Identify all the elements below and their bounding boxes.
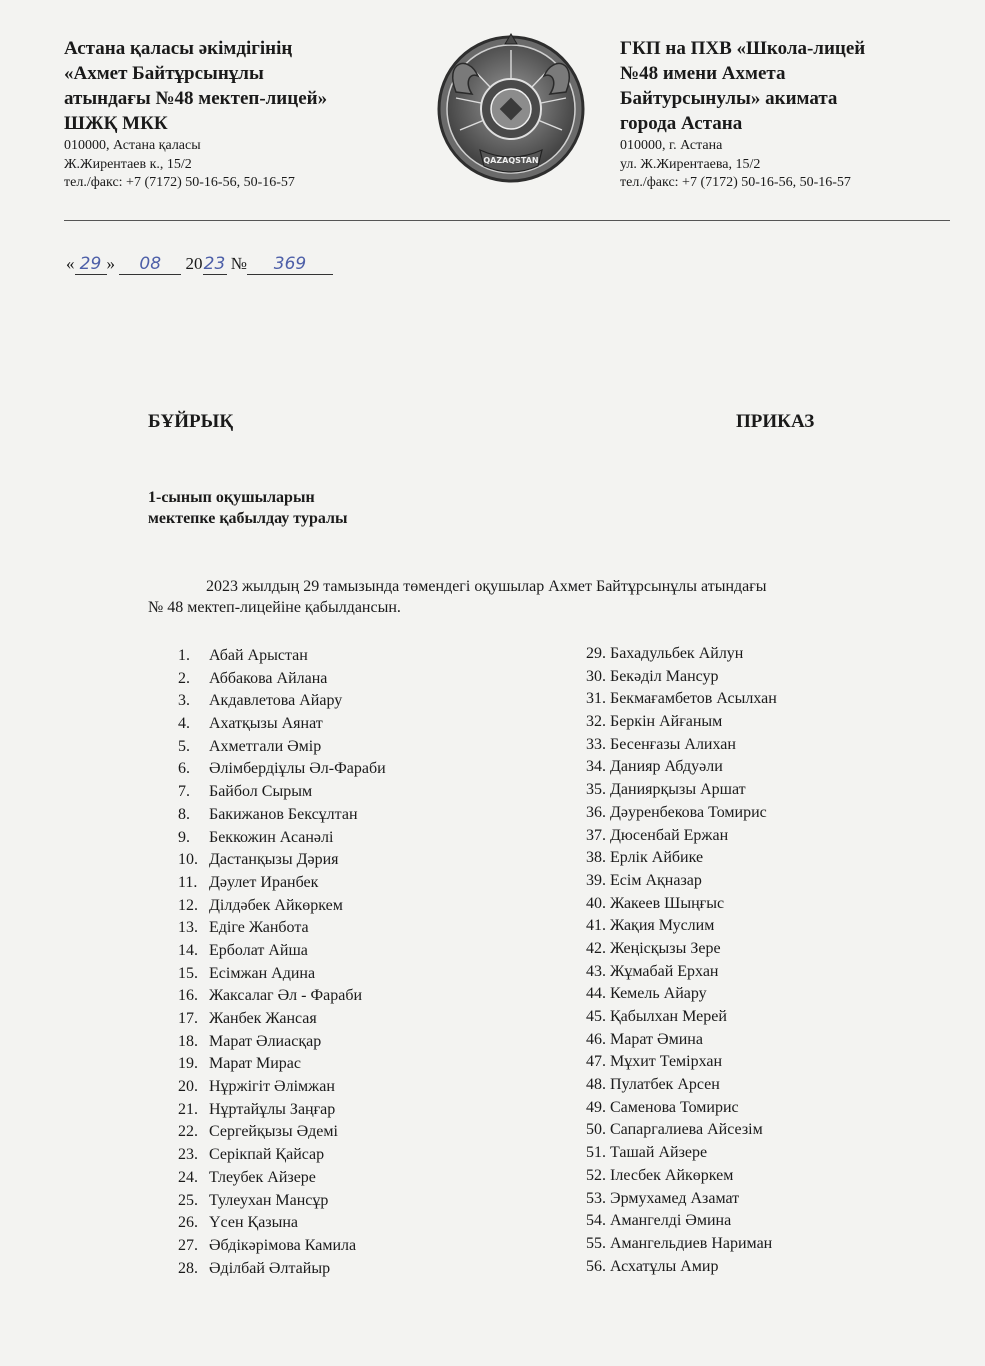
list-item-number: 23. — [178, 1146, 198, 1164]
org-name-kz-line-1: Астана қаласы әкімдігінің — [64, 38, 293, 59]
list-item-number: 4. — [178, 715, 190, 733]
list-item-number: 52. — [586, 1166, 606, 1184]
list-item — [586, 734, 777, 757]
list-item — [586, 779, 777, 802]
list-item-number: 13. — [178, 919, 198, 937]
student-name: Даниярқызы Аршат — [610, 781, 746, 799]
student-name: Беркін Айғаным — [610, 713, 723, 731]
student-list-column-2 — [586, 643, 777, 1278]
list-item — [586, 1233, 777, 1256]
org-name-kz-line-2: «Ахмет Байтұрсынұлы — [64, 63, 264, 84]
list-item — [178, 1121, 386, 1144]
list-item-number: 32. — [586, 713, 606, 731]
list-item — [178, 758, 386, 781]
list-item — [586, 983, 777, 1006]
list-item — [178, 1076, 386, 1099]
list-item-number: 22. — [178, 1123, 198, 1141]
student-name: Аббакова Айлана — [209, 669, 328, 687]
body-paragraph — [148, 576, 914, 618]
student-name: Тулеухан Мансұр — [209, 1191, 329, 1209]
list-item-number: 1. — [178, 647, 190, 664]
student-name: Сергейқызы Әдемі — [209, 1123, 338, 1141]
student-name: Ділдәбек Айкөркем — [209, 896, 343, 914]
student-name: Бекәділ Мансур — [610, 667, 719, 685]
list-item-number: 16. — [178, 987, 198, 1005]
student-name: Асхатұлы Амир — [610, 1257, 719, 1275]
student-name: Жаксалаг Әл - Фараби — [209, 987, 363, 1005]
address-kz-line-1: 010000, Астана қаласы — [64, 138, 201, 153]
list-item-number: 42. — [586, 939, 606, 957]
list-item — [586, 1006, 777, 1029]
list-item-number: 53. — [586, 1189, 606, 1207]
list-item-number: 3. — [178, 692, 190, 710]
date-year-prefix: 20 — [185, 254, 203, 273]
body-line-2: № 48 мектеп-лицейіне қабылдансын. — [148, 599, 401, 616]
list-item — [586, 666, 777, 689]
student-name: Эрмухамед Азамат — [610, 1189, 740, 1207]
list-item — [586, 756, 777, 779]
student-name: Әлімбердіұлы Әл-Фараби — [209, 760, 386, 778]
address-kz-line-3: тел./факс: +7 (7172) 50-16-56, 50-16-57 — [64, 175, 295, 190]
list-item — [586, 1051, 777, 1074]
list-item — [178, 804, 386, 827]
list-item — [178, 940, 386, 963]
body-line-1: 2023 жылдың 29 тамызында төмендегі оқушылар Ахмет Байтұрсынұлы атындағы — [206, 578, 767, 595]
student-name: Едіге Жанбота — [209, 919, 309, 937]
list-item — [178, 985, 386, 1008]
student-name: Жакеев Шыңғыс — [610, 894, 725, 912]
list-item — [586, 1097, 777, 1120]
student-name: Саменова Томирис — [610, 1098, 739, 1116]
list-item-number: 27. — [178, 1236, 198, 1254]
org-name-kz-line-4: ШЖҚ МКК — [64, 113, 168, 134]
document-number: 369 — [247, 254, 333, 275]
address-ru-line-2: ул. Ж.Жирентаева, 15/2 — [620, 156, 761, 172]
student-name: Ахметгали Әмір — [209, 737, 322, 755]
student-name: Бакижанов Бексұлтан — [209, 805, 358, 823]
address-ru-line-1: 010000, г. Астана — [620, 138, 723, 153]
student-name: Бахадульбек Айлун — [610, 645, 744, 662]
student-list-column-1 — [178, 645, 386, 1280]
list-item — [178, 1167, 386, 1190]
org-name-ru-line-2: №48 имени Ахмета — [620, 63, 786, 84]
list-item — [178, 827, 386, 850]
list-item-number: 34. — [586, 758, 606, 776]
list-item — [586, 870, 777, 893]
list-item-number: 12. — [178, 896, 198, 914]
list-item — [178, 690, 386, 713]
list-item — [178, 645, 386, 668]
kazakhstan-state-emblem-icon — [434, 32, 588, 186]
list-item — [178, 1235, 386, 1258]
student-name: Амангелді Әмина — [610, 1212, 732, 1230]
student-name: Әбдікәрімова Камила — [209, 1236, 357, 1254]
student-name: Мұхит Темірхан — [610, 1053, 723, 1071]
student-name: Жеңісқызы Зере — [610, 939, 721, 957]
list-item-number: 46. — [586, 1030, 606, 1048]
student-name: Ташай Айзере — [610, 1144, 708, 1162]
header-divider — [64, 220, 950, 221]
list-item-number: 29. — [586, 645, 606, 662]
document-date-number: « 29 » 08 2023 № 369 — [66, 254, 333, 275]
list-item-number: 40. — [586, 894, 606, 912]
list-item — [586, 1074, 777, 1097]
list-item — [178, 1008, 386, 1031]
student-name: Есім Ақназар — [610, 871, 702, 889]
list-item-number: 55. — [586, 1234, 606, 1252]
list-item-number: 51. — [586, 1144, 606, 1162]
list-item-number: 41. — [586, 917, 606, 935]
list-item — [586, 802, 777, 825]
date-day: 29 — [75, 254, 107, 275]
list-item-number: 37. — [586, 826, 606, 844]
list-item — [586, 1142, 777, 1165]
list-item — [586, 1210, 777, 1233]
list-item-number: 5. — [178, 737, 190, 755]
list-item-number: 2. — [178, 669, 190, 687]
list-item — [178, 736, 386, 759]
student-name: Беккожин Асанәлі — [209, 828, 334, 846]
list-item — [178, 849, 386, 872]
list-item-number: 21. — [178, 1100, 198, 1118]
student-name: Бекмағамбетов Асылхан — [610, 690, 777, 708]
list-item-number: 18. — [178, 1032, 198, 1050]
title-kazakh: БҰЙРЫҚ — [148, 411, 234, 432]
student-name: Нұржігіт Әлімжан — [209, 1078, 335, 1096]
list-item-number: 33. — [586, 735, 606, 753]
student-name: Марат Әлиасқар — [209, 1032, 322, 1050]
list-item — [178, 917, 386, 940]
student-name: Байбол Сырым — [209, 783, 313, 801]
list-item-number: 47. — [586, 1053, 606, 1071]
list-item — [178, 895, 386, 918]
student-name: Жұмабай Ерхан — [610, 962, 719, 980]
list-item-number: 44. — [586, 985, 606, 1003]
list-item-number: 39. — [586, 871, 606, 889]
org-name-ru-line-3: Байтурсынулы» акимата — [620, 88, 838, 109]
list-item-number: 11. — [178, 873, 198, 891]
list-item — [178, 668, 386, 691]
date-year-suffix: 23 — [203, 254, 226, 274]
student-name: Жанбек Жансая — [209, 1010, 317, 1027]
student-name: Абай Арыстан — [209, 647, 308, 664]
student-name: Нұртайұлы Заңғар — [209, 1100, 336, 1118]
student-name: Дәуренбекова Томирис — [610, 803, 767, 821]
list-item-number: 25. — [178, 1191, 198, 1209]
date-month: 08 — [119, 254, 181, 275]
list-item-number: 54. — [586, 1212, 606, 1230]
list-item — [586, 961, 777, 984]
student-name: Кемель Айару — [610, 985, 707, 1003]
student-name: Дюсенбай Ержан — [610, 826, 729, 844]
list-item — [586, 1188, 777, 1211]
title-russian: ПРИКАЗ — [736, 411, 815, 432]
subject-line-1: 1-сынып оқушыларын — [148, 489, 315, 506]
list-item — [178, 1031, 386, 1054]
list-item — [586, 893, 777, 916]
list-item-number: 45. — [586, 1008, 606, 1025]
list-item — [178, 963, 386, 986]
list-item — [586, 643, 777, 666]
list-item — [586, 938, 777, 961]
student-name: Бесенғазы Алихан — [610, 735, 736, 753]
student-name: Қабылхан Мерей — [610, 1008, 727, 1025]
student-name: Ілесбек Айкөркем — [610, 1166, 734, 1184]
list-item-number: 10. — [178, 851, 198, 869]
list-item — [178, 713, 386, 736]
list-item-number: 31. — [586, 690, 606, 708]
student-name: Дастанқызы Дәрия — [209, 851, 339, 869]
org-name-kz-line-3: атындағы №48 мектеп-лицей» — [64, 88, 328, 109]
list-item-number: 36. — [586, 803, 606, 821]
list-item — [178, 1258, 386, 1281]
list-item — [586, 1256, 777, 1279]
list-item — [178, 1053, 386, 1076]
list-item — [178, 872, 386, 895]
list-item-number: 35. — [586, 781, 606, 799]
list-item-number: 15. — [178, 964, 198, 982]
list-item — [586, 825, 777, 848]
list-item — [178, 1144, 386, 1167]
student-name: Үсен Қазына — [209, 1214, 299, 1232]
list-item-number: 50. — [586, 1121, 606, 1139]
student-name: Ахатқызы Аянат — [209, 715, 323, 733]
list-item-number: 48. — [586, 1076, 606, 1094]
list-item-number: 20. — [178, 1078, 198, 1096]
list-item — [178, 781, 386, 804]
org-name-ru-line-1: ГКП на ПХВ «Школа-лицей — [620, 38, 866, 59]
list-item-number: 7. — [178, 783, 190, 801]
list-item — [178, 1099, 386, 1122]
student-name: Сапаргалиева Айсезім — [610, 1121, 763, 1139]
list-item-number: 30. — [586, 667, 606, 685]
address-kz-line-2: Ж.Жирентаев к., 15/2 — [64, 156, 192, 172]
student-name: Дәулет Иранбек — [209, 873, 319, 891]
student-name: Тлеубек Айзере — [209, 1168, 316, 1186]
list-item — [586, 1165, 777, 1188]
address-ru-line-3: тел./факс: +7 (7172) 50-16-56, 50-16-57 — [620, 175, 851, 190]
student-name: Есімжан Адина — [209, 964, 316, 982]
list-item-number: 19. — [178, 1055, 198, 1073]
emblem-text: QAZAQSTAN — [483, 156, 539, 165]
list-item-number: 26. — [178, 1214, 198, 1232]
org-name-ru-line-4: города Астана — [620, 113, 743, 134]
list-item — [178, 1212, 386, 1235]
list-item-number: 43. — [586, 962, 606, 980]
subject — [148, 487, 347, 529]
student-name: Серікпай Қайсар — [209, 1146, 325, 1164]
list-item-number: 56. — [586, 1257, 606, 1275]
student-name: Марат Мирас — [209, 1055, 301, 1073]
list-item — [586, 847, 777, 870]
list-item — [178, 1190, 386, 1213]
student-name: Әділбай Әлтайыр — [209, 1259, 331, 1277]
list-item-number: 17. — [178, 1010, 198, 1027]
list-item — [586, 711, 777, 734]
list-item-number: 9. — [178, 828, 190, 846]
student-name: Данияр Абдуәли — [610, 758, 723, 776]
student-name: Пулатбек Арсен — [610, 1076, 720, 1094]
list-item-number: 24. — [178, 1168, 198, 1186]
number-label: № — [230, 254, 247, 273]
list-item — [586, 1119, 777, 1142]
list-item-number: 38. — [586, 849, 606, 867]
list-item-number: 6. — [178, 760, 190, 778]
student-name: Жақия Муслим — [610, 917, 715, 935]
list-item-number: 8. — [178, 805, 190, 823]
list-item-number: 49. — [586, 1098, 606, 1116]
list-item — [586, 915, 777, 938]
list-item-number: 14. — [178, 941, 198, 959]
student-name: Ерболат Айша — [209, 941, 308, 959]
student-name: Ерлік Айбике — [610, 849, 704, 867]
header-right-russian — [620, 36, 950, 192]
list-item — [586, 688, 777, 711]
student-name: Акдавлетова Айару — [209, 692, 343, 710]
list-item-number: 28. — [178, 1259, 198, 1277]
subject-line-2: мектепке қабылдау туралы — [148, 510, 348, 527]
student-name: Амангельдиев Нариман — [610, 1234, 773, 1252]
header-left-kazakh — [64, 36, 424, 192]
list-item — [586, 1029, 777, 1052]
student-name: Марат Әмина — [610, 1030, 703, 1048]
